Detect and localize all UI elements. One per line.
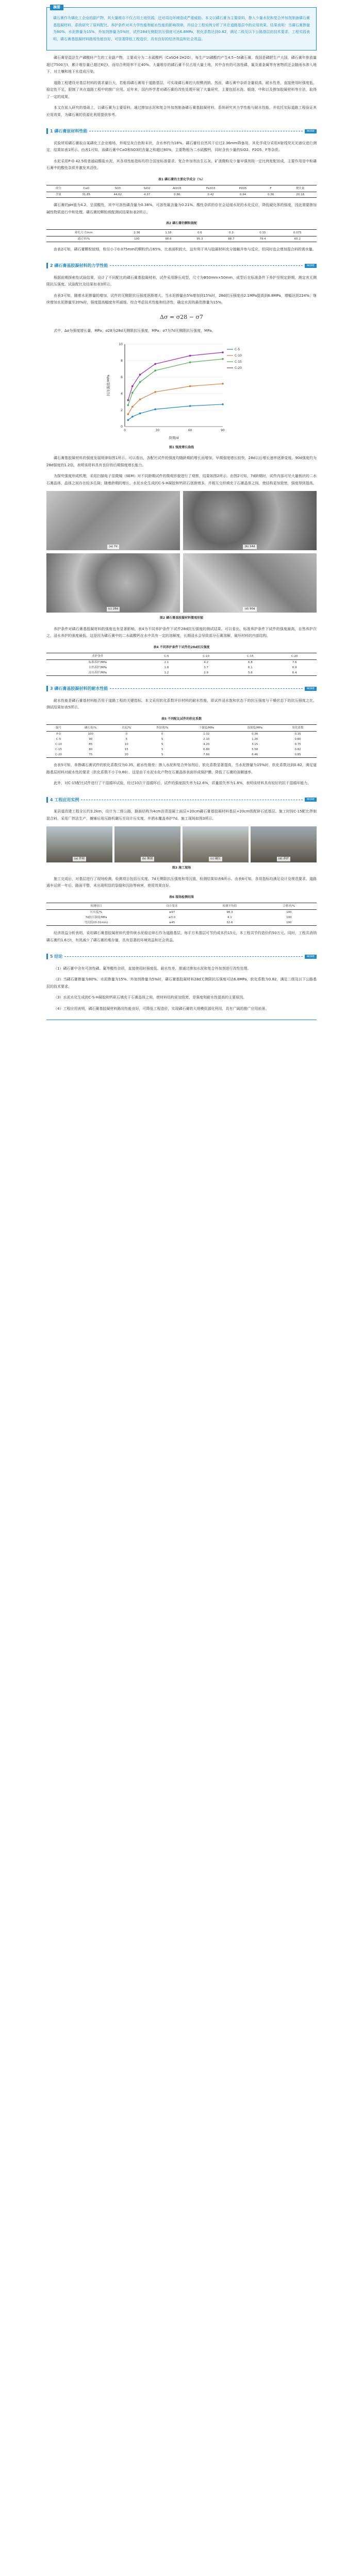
table-cell: 15: [124, 748, 128, 751]
table-header-cell: 干强度/MPa: [182, 725, 230, 732]
table-header-cell: SO3: [102, 185, 134, 192]
table-cell: 6.4: [272, 670, 317, 676]
table-header-row: [46, 725, 317, 732]
table-cell: 2.9: [184, 670, 228, 676]
table-cell: 压实度/%: [90, 911, 103, 914]
intro-paragraph: 磷石膏是湿法生产磷酸时产生的工业副产物，主要成分为二水硫酸钙（CaSO4·2H2O），每生产1t磷酸约产生4.5~5t磷石膏。我国是磷肥生产大国，磷石膏年排放量超过7500万t，累计堆存量已超过6亿t，而综合利用率不足40%。大量堆存的磷石膏不仅占用大量土地，其中含有的可溶性磷、氟及重金属等有害物质还会随雨水渗入地下，对土壤和地下水造成污染。: [46, 56, 317, 74]
table-cell: 2.1: [164, 661, 169, 664]
table-title: 表4 不同养护条件下试件的28d抗压强度: [153, 645, 210, 649]
table-header-cell: 0.15: [247, 229, 278, 236]
table-header-cell: 水泥/%: [110, 725, 142, 732]
table-header-cell: SiO2: [134, 185, 160, 192]
section-title: 2 磷石膏基胶凝材料的力学性能: [50, 263, 108, 268]
intro-paragraph: 本文在前人研究的基础上，以磷石膏为主要原料，通过掺加水泥和复合外加剂制备磷石膏基胶凝材料，系统研究其力学性能与耐水性能，并依托实际道路工程验证其应用效果，为磷石膏的资源化利用提供参考。: [46, 106, 317, 117]
table-cell: 3.15: [252, 743, 258, 746]
table-cell: C-10: [55, 743, 62, 746]
body-paragraph: 由表3可知，随着水泥掺量的增加，试件的无侧限抗压强度逐渐增大。当水泥掺量由5%增加到15%时，28d抗压强度由2.1MPa提高到6.8MPa，增幅达到224%；继续增加水泥掺量至20%时，强度提高幅度有所减缓。综合考虑技术性能和经济性，确定水泥的最佳掺量为15%。: [46, 293, 317, 304]
section-title: 5 结论: [50, 954, 63, 959]
data-point: [131, 416, 134, 418]
table-cell: 6.1: [248, 666, 253, 669]
table-cell: ≥97: [169, 911, 175, 914]
table-cell: 100: [88, 733, 93, 736]
table-cell: 0.82: [294, 748, 301, 751]
section-title: 1 磷石膏原材料性能: [50, 129, 88, 133]
body-paragraph: 水泥采用P·O 42.5级普通硅酸盐水泥，其各项性能指标均符合国家标准要求。复合外加剂由生石灰、矿渣微粉及少量早强剂按一定比例复配而成，主要作用是中和磷石膏中的酸性杂质并激发其活性。: [46, 159, 317, 170]
legend-label: C-20: [235, 366, 242, 370]
legend-label: C-5: [235, 347, 240, 351]
table-title: 表6 现场检测结果: [169, 895, 194, 899]
photo-label: (d) 养护: [277, 857, 291, 861]
table-cell: 1.8: [164, 666, 169, 669]
photo-label: (c) 碾压: [209, 857, 222, 861]
table-cell: 0.42: [193, 192, 228, 198]
table-header-cell: 合格率/%: [261, 903, 317, 910]
table-cell: 100: [121, 236, 153, 242]
abstract-tag: 摘要: [50, 5, 63, 10]
table-cell: 5: [125, 738, 127, 741]
table-cell: 80: [89, 748, 93, 751]
table-cell: 4.20: [203, 743, 210, 746]
table-cell: 98.6: [153, 236, 184, 242]
table-row: [46, 752, 317, 758]
body-paragraph: 养护条件对磷石膏基胶凝材料的强度也有显著影响。表4为不同养护条件下试件28d抗压强度的测试结果。可以看出，标准养护条件下试件的强度最高，自然养护次之，浸水养护的强度最低。这是因为磷石膏中的二水硫酸钙在水中具有一定的溶解度，长期浸水会导致部分石膏溶解，破坏材料的内部结构。: [46, 626, 317, 638]
body-paragraph: 磷石膏基胶凝材料的强度发展规律如图1所示。可以看出，各配比试件的强度均随龄期的增长而增加，早期强度增长较快，28d以后增长速率逐渐变缓，90d强度约为28d强度的1.2倍，表明该材料具有良好的后期强度增长能力。: [46, 456, 317, 467]
body-paragraph: 由表5可知，单掺磷石膏试件的软化系数仅为0.35，耐水性极差；掺入水泥和复合外加剂后，软化系数显著提高，当水泥掺量为15%时，软化系数达到0.82，满足道路基层材料对耐水性的要求（软化系数不小于0.80）。这是由于水泥水化产物在石膏晶体表面形成保护膜，降低了石膏的溶解速率。: [46, 763, 317, 774]
table-cell: 0.60: [294, 738, 301, 741]
site-photo: [46, 826, 112, 862]
table-cell: 7d抗压强度/MPa: [85, 916, 107, 919]
x-tick-label: 60: [188, 428, 192, 432]
data-point: [154, 408, 156, 410]
section-bar: [46, 263, 48, 268]
abstract-text: 磷石膏作为磷化工企业的副产物，其大量堆存不仅占用土地资源，还对周边环境造成严重威胁。本文以磷石膏为主要原料，掺入少量水泥和复合外加剂制备磷石膏基胶凝材料，系统研究了原料配比、养护条件对其力学性能和耐水性能的影响规律，并结合工程实例分析了其在道路基层中的应用效果。结果表明：当磷石膏掺量为80%、水泥掺量为15%、外加剂掺量为5%时，试件28d无侧限抗压强度可达6.8MPa，软化系数达到0.82，满足二级及以下公路基层的技术要求。工程实践表明，磷石膏基胶凝材料路用性能良好，可显著降低工程造价，具有良好的经济效益和社会效益。: [53, 16, 310, 41]
table-header-cell: P2O5: [228, 185, 258, 192]
section-divider: [64, 956, 303, 957]
table-cell: 5.58: [252, 748, 258, 751]
data-point: [131, 392, 134, 394]
section-divider: [110, 265, 303, 266]
series-line-c-10: [128, 383, 223, 414]
section-header: [46, 262, 317, 269]
figure-caption: 图3 施工现场: [172, 866, 191, 870]
table-row: [46, 737, 317, 742]
data-point: [189, 405, 191, 407]
table-header-cell: 设计要求: [146, 903, 198, 910]
photo-label: (d) 90d: [243, 607, 256, 612]
table-cell: C-15: [55, 748, 62, 751]
table-header-cell: C-15: [228, 653, 273, 660]
table-header-cell: CaO: [71, 185, 102, 192]
table-row: [46, 732, 317, 737]
section-header: [46, 128, 317, 135]
section-header: [46, 685, 317, 692]
section-header: [46, 796, 317, 804]
formula-note: 式中，Δσ为强度增长量，MPa；σ28为28d无侧限抗压强度，MPa；σ7为7d无侧限抗压强度，MPa。: [54, 329, 216, 333]
table-cell: 100: [286, 911, 292, 914]
table-cell: 2.10: [203, 738, 210, 741]
y-tick-label: 10: [119, 342, 123, 346]
y-tick-label: 0: [121, 425, 123, 429]
body-paragraph: 磷石膏的pH值为4.2，呈弱酸性，其中可溶性磷含量为0.38%，可溶性氟含量为0.21%。酸性杂质的存在会延缓水泥的水化反应，降低硬化体的强度，因此需要掺加碱性物质进行中和处理。磷石膏的颗粒级配测试结果如表2所示。: [46, 203, 317, 214]
table-title: 表5 不同配比试件的软化系数: [161, 717, 202, 721]
section-badge: MORE: [305, 129, 317, 133]
table-cell: 4.37: [134, 192, 160, 198]
data-point: [127, 419, 129, 421]
table-header-cell: 0.6: [184, 229, 216, 236]
table-row: [46, 920, 317, 926]
table-cell: 32.6: [198, 920, 261, 926]
table-cell: 6.80: [203, 748, 210, 751]
table-row: [46, 670, 317, 676]
table-row: [46, 742, 317, 747]
table-cell: 0.94: [228, 192, 258, 198]
section-badge: MORE: [305, 955, 317, 959]
data-point: [189, 354, 191, 357]
table-row: [46, 192, 317, 198]
table-cell: 1.02: [203, 733, 210, 736]
table-cell: 5: [161, 743, 163, 746]
conclusion-item: （1）磷石膏中含有可溶性磷、氟等酸性杂质，直接使用时强度低、耐水性差，需通过掺加水泥和复合外加剂进行改性处理。: [54, 966, 251, 971]
table-header-cell: 检测平均值: [198, 903, 261, 910]
table-cell: 0: [125, 733, 127, 736]
site-photo-grid: [46, 826, 317, 862]
table-cell: 通过率/%: [46, 236, 121, 242]
table-cell: 7.60: [182, 752, 230, 758]
sem-photo: [183, 553, 317, 613]
data-point: [222, 351, 224, 353]
data-point: [131, 385, 134, 387]
table-cell: 0.35: [294, 733, 301, 736]
body-paragraph: 由表2可知，磷石膏颗粒较细，粒径小于0.075mm的颗粒约占65%，比表面积较大，这有利于其与胶凝材料充分接触并参与反应，但同时也会增加混合料的需水量。: [54, 247, 316, 251]
table-cell: 弯沉值/(0.01mm): [46, 920, 146, 926]
table-cell: 100: [286, 916, 292, 919]
data-point: [154, 391, 156, 393]
photo-label: (c) 28d: [107, 607, 120, 612]
table-header-cell: 湿强度/MPa: [230, 725, 279, 732]
table-header-cell: 0.075: [278, 229, 317, 236]
photo-label: (b) 摊铺: [141, 857, 155, 861]
data-table: [46, 185, 317, 198]
section-title: 4 工程应用实例: [50, 797, 79, 802]
data-point: [139, 398, 141, 400]
table-cell: 1.2: [149, 670, 184, 676]
table-cell: 0: [161, 733, 163, 736]
figure-caption: 图2 磷石膏基胶凝材料微观形貌: [159, 616, 204, 620]
site-photo: [251, 826, 317, 862]
table-cell: 10: [124, 743, 128, 746]
data-point: [189, 385, 191, 387]
body-paragraph: 某县道改建工程全长约3.2km，设计为二级公路，路面结构为4cm沥青混凝土面层+20cm磷石膏基胶凝材料基层+20cm级配碎石底基层。施工时按C-15配比拌制混合料，采用厂拌法生产，摊铺后用压路机碾压至设计压实度，并洒水覆盖养护7d。施工现场如图3所示。: [46, 809, 317, 821]
table-cell: 含量: [46, 192, 71, 198]
table-header-cell: 外加剂/%: [142, 725, 182, 732]
sem-photo: [46, 491, 180, 550]
series-line-c-20: [128, 352, 223, 400]
data-point: [154, 369, 156, 371]
photo-label: (b) 14d: [243, 545, 256, 549]
x-tick-label: 0: [124, 428, 126, 432]
section-bar: [46, 954, 48, 959]
sem-photo: [183, 491, 317, 550]
data-point: [154, 363, 156, 365]
abstract-box: [46, 7, 317, 50]
table-cell: 98.3: [226, 911, 233, 914]
table-header-cell: C-5: [149, 653, 184, 660]
section-header: [46, 953, 317, 960]
table-cell: 7.6: [292, 661, 297, 664]
table-cell: 6.8: [248, 661, 253, 664]
section-bar: [46, 128, 48, 134]
data-point: [222, 358, 224, 360]
series-line-c-5: [128, 404, 223, 419]
table-header-row: [46, 903, 317, 910]
strength-growth-chart: [104, 339, 259, 442]
y-tick-label: 8: [121, 359, 123, 363]
table-row: [46, 910, 317, 916]
table-row: [46, 915, 317, 920]
table-header-cell: 成分: [46, 185, 71, 192]
x-tick-label: 90: [221, 428, 225, 432]
table-cell: 90: [89, 738, 93, 741]
table-cell: 自然养护/MPa: [88, 666, 107, 669]
data-point: [127, 399, 129, 401]
table-cell: 浸水养护/MPa: [46, 670, 149, 676]
table-row: [46, 665, 317, 670]
body-paragraph: 根据前期探索性试验结果，设计了不同配比的磷石膏基胶凝材料，试件采用静压成型，尺寸为Φ50mm×50mm，成型后在标准条件下养护至规定龄期，测定其无侧限抗压强度。试验配比及结果如表3所示。: [46, 275, 317, 286]
photo-label: (a) 拌和: [73, 857, 86, 861]
data-table: [46, 724, 317, 758]
table-cell: 88.7: [216, 236, 247, 242]
section-badge: MORE: [305, 687, 317, 691]
table-header-cell: 检测项目: [46, 903, 146, 910]
table-cell: 1.26: [252, 738, 258, 741]
data-point: [139, 374, 141, 376]
table-cell: 65.2: [278, 236, 317, 242]
section-badge: MORE: [305, 264, 317, 268]
table-cell: P-0: [56, 733, 61, 736]
table-row: [46, 660, 317, 666]
sem-photo: [46, 553, 180, 613]
table-cell: 0.75: [294, 743, 301, 746]
body-paragraph: 为探究强度形成机理，采用扫描电子显微镜（SEM）对不同龄期试件的微观形貌进行了观察，结果如图2所示。由图2可知，7d龄期时，试件内部可见大量板状的二水石膏晶体，晶体之间存在较多孔隙；随着龄期的增长，水泥水化生成的C-S-H凝胶和钙矾石逐渐增多，并相互交织填充于石膏晶体之间，使结构更加致密，强度得到提高。: [46, 474, 317, 485]
table-cell: C-5: [56, 738, 61, 741]
table-cell: 5.6: [228, 670, 273, 676]
conclusion-item: （2）当磷石膏掺量为80%、水泥掺量为15%、外加剂掺量为5%时，磷石膏基胶凝材料28d无侧限抗压强度可达6.8MPa，软化系数为0.82，满足二级及以下公路基层的技术要求。: [46, 977, 317, 989]
body-paragraph: 试验所用磷石膏取自某磷化工企业堆场，外观呈灰白色粉末状，含水率约为18%。磷石膏经自然风干后过2.36mm筛备用，其化学成分采用X射线荧光光谱仪进行测定，结果如表1所示。由表1可知，该磷石膏中CaO和SO3的含量之和超过80%，主要物相为二水硫酸钙，同时含有少量的SiO2、P2O5、F等杂质。: [46, 141, 317, 152]
table-cell: 44.62: [102, 192, 134, 198]
section-bar: [46, 797, 48, 803]
table-header-cell: 软化系数: [279, 725, 317, 732]
data-table: [46, 903, 317, 926]
data-point: [127, 413, 129, 415]
conclusion-item: （3）水泥水化生成的C-S-H凝胶和钙矾石填充于石膏晶体之间，使材料结构更加致密，是强度和耐水性提高的主要原因。: [54, 995, 247, 999]
table-cell: 79.4: [247, 236, 278, 242]
section-divider: [110, 688, 303, 689]
table-cell: 75: [71, 752, 110, 758]
table-header-cell: 筛孔尺寸/mm: [46, 229, 121, 236]
table-row: [46, 747, 317, 752]
table-header-cell: 烧失量: [284, 185, 317, 192]
y-tick-label: 4: [121, 392, 123, 396]
table-header-cell: C-10: [184, 653, 228, 660]
legend-label: C-15: [235, 360, 242, 364]
table-cell: 0.85: [279, 752, 317, 758]
table-cell: 85: [89, 743, 93, 746]
table-cell: 5: [142, 752, 182, 758]
formula: Δσ = σ28 − σ7: [160, 313, 203, 320]
article-page: [0, 7, 363, 2576]
data-point: [139, 412, 141, 414]
table-cell: 4.1: [227, 916, 232, 919]
x-tick-label: 30: [155, 428, 160, 432]
table-cell: 6.46: [230, 752, 279, 758]
data-table: [46, 653, 317, 676]
body-paragraph: 施工完成后，对基层进行了现场检测，检测项目包括压实度、7d无侧限抗压强度和弯沉值，检测结果如表6所示。由表6可知，各项指标均满足设计及规范要求。道路通车运营一年后，路面平整，未出现明显的裂缝和沉陷等病害，使用效果良好。: [46, 876, 317, 888]
table-header-cell: C-20: [272, 653, 317, 660]
table-header-cell: 2.36: [121, 229, 153, 236]
data-point: [139, 381, 141, 383]
table-header-cell: 0.3: [216, 229, 247, 236]
table-cell: C-20: [46, 752, 71, 758]
conclusion-item: （4）工程应用表明，磷石膏基胶凝材料路用性能良好，可降低工程造价，实现磷石膏的大规模资源化利用，具有广阔的推广应用前景。: [54, 1006, 269, 1011]
table-header-row: [46, 229, 317, 236]
table-cell: 标准养护/MPa: [88, 661, 107, 664]
figure-caption: 图1 强度增长曲线: [169, 445, 194, 449]
table-cell: 0.36: [258, 192, 284, 198]
table-header-cell: Al2O3: [160, 185, 193, 192]
table-header-cell: Fe2O3: [193, 185, 228, 192]
table-cell: 0.86: [160, 192, 193, 198]
table-cell: 5: [161, 738, 163, 741]
table-cell: ≤45: [146, 920, 198, 926]
section-title: 3 磷石膏基胶凝材料的耐水性能: [50, 686, 108, 691]
table-cell: 31.85: [71, 192, 102, 198]
table-header-row: [46, 653, 317, 660]
intro-paragraph: 道路工程建设对基层材料的需求量巨大，若能将磷石膏用于道路基层，可实现磷石膏的大规模消纳。然而，磷石膏中杂质含量较高、耐水性差，直接使用时强度低、稳定性不足，限制了其在道路工程中的推广应用。近年来，国内外学者对磷石膏的改性处理开展了大量研究，主要包括水洗、煅烧、中和以及掺加胶凝材料等方法，取得了一定的成果。: [46, 80, 317, 99]
chart-container: [46, 339, 317, 442]
table-title: 表1 磷石膏的主要化学成分（%）: [158, 177, 205, 181]
table-cell: 20: [110, 752, 142, 758]
table-cell: 5: [161, 748, 163, 751]
table-cell: ≥3.0: [168, 916, 176, 919]
table-cell: 3.7: [204, 666, 209, 669]
y-axis-label: 抗压强度/MPa: [106, 374, 110, 396]
legend-label: C-10: [235, 353, 242, 358]
data-point: [222, 383, 224, 385]
table-cell: 4.2: [204, 661, 209, 664]
body-paragraph: 经济效益分析表明，采用磷石膏基胶凝材料代替传统水泥稳定碎石作为道路基层，每平方米基层可节约成本约15元，本工程共节约造价约50万元。同时，工程共消纳磷石膏约1.6万t，有效减少了磷石膏的堆存量，具有显著的环境效益和社会效益。: [46, 931, 317, 942]
y-tick-label: 2: [121, 408, 123, 412]
table-header-cell: 编号: [46, 725, 71, 732]
sem-photo-grid: [46, 491, 317, 613]
data-point: [131, 405, 134, 408]
data-point: [222, 403, 224, 405]
data-point: [189, 361, 191, 363]
site-photo: [183, 826, 249, 862]
table-cell: 6.9: [292, 666, 297, 669]
data-table: [46, 229, 317, 242]
body-paragraph: 耐水性能是磷石膏基材料能否用于道路工程的关键指标。本文采用软化系数评价材料的耐水性能，即试件浸水饱和状态下的抗压强度与干燥状态下的抗压强度之比。测试结果如表5所示。: [46, 698, 317, 709]
section-bar: [46, 686, 48, 691]
table-header-cell: 1.18: [153, 229, 184, 236]
photo-label: (a) 7d: [107, 545, 119, 549]
table-cell: 95.3: [184, 236, 216, 242]
data-point: [127, 404, 129, 406]
site-photo: [114, 826, 180, 862]
table-header-cell: 养护条件: [46, 653, 149, 660]
table-cell: 0.36: [252, 733, 258, 736]
table-header-cell: 磷石膏/%: [71, 725, 110, 732]
table-header-row: [46, 185, 317, 192]
table-cell: 100: [261, 920, 317, 926]
body-paragraph: 此外，对C-15配比试件进行了干湿循环试验，经过10次干湿循环后，试件的强度损失率为12.6%，质量损失率为1.8%，表明该材料具有较好的抗干湿循环能力。: [54, 781, 311, 785]
y-tick-label: 6: [121, 375, 123, 379]
table-row: [46, 236, 317, 242]
table-cell: 20.18: [284, 192, 317, 198]
table-title: 表2 磷石膏的颗粒级配: [166, 222, 197, 225]
section-badge: MORE: [305, 798, 317, 802]
table-header-cell: F: [258, 185, 284, 192]
x-axis-label: 龄期/d: [169, 435, 179, 440]
